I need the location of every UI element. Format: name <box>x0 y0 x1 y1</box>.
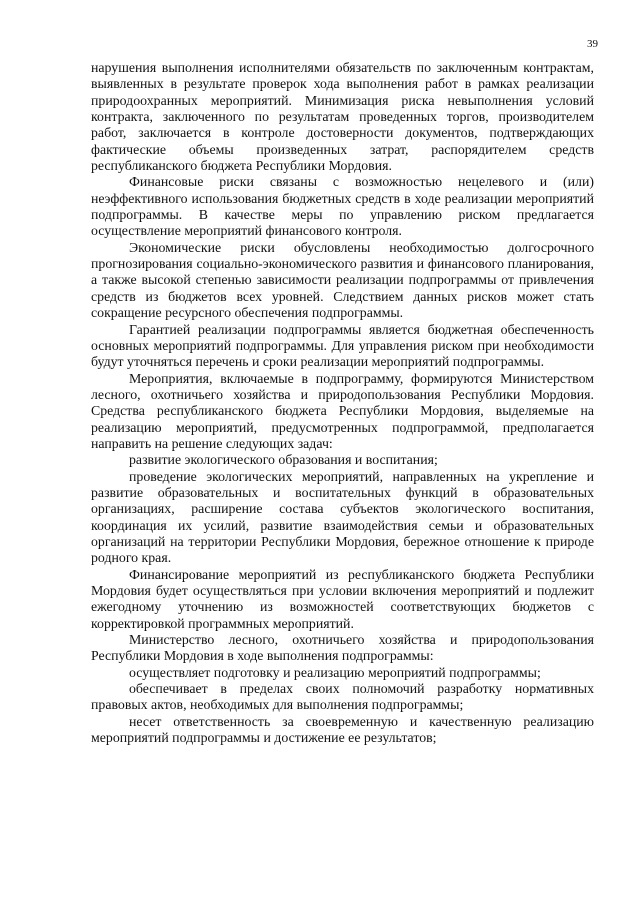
paragraph: Финансирование мероприятий из республиканского бюджета Республики Мордовия будет осуществляться при условии включения мероприятий и подлежит ежегодному уточнению из возможностей соответствующих бюджетов с корректировкой программных мероприятий. <box>91 566 594 631</box>
document-body <box>91 60 594 746</box>
paragraph: Мероприятия, включаемые в подпрограмму, формируются Министерством лесного, охотничьего хозяйства и природопользования Республики Мордовия. Средства республиканского бюджета Республики Мордовия, выделяемые на реализацию мероприятий, предусмотренных подпрограммой, предполагается направить на решение следующих задач: <box>91 370 594 451</box>
paragraph: Министерство лесного, охотничьего хозяйства и природопользования Республики Мордовия в ходе выполнения подпрограммы: <box>91 632 594 664</box>
paragraph: Экономические риски обусловлены необходимостью долгосрочного прогнозирования социально-экономического развития и финансового планирования, а также высокой степенью зависимости реализации подпрограммы от привлечения средств из бюджетов всех уровней. Следствием данных рисков может стать сокращение ресурсного обеспечения подпрограммы. <box>91 239 594 321</box>
paragraph: Финансовые риски связаны с возможностью нецелевого и (или) неэффективного использования бюджетных средств в ходе реализации мероприятий подпрограммы. В качестве меры по управлению риском предлагается осуществление мероприятий финансового контроля. <box>91 174 594 239</box>
list-item: развитие экологического образования и воспитания; <box>129 452 438 468</box>
list-item: несет ответственность за своевременную и качественную реализацию мероприятий подпрограммы и достижение ее результатов; <box>91 713 594 746</box>
page-number: 39 <box>587 38 598 50</box>
paragraph: Гарантией реализации подпрограммы является бюджетная обеспеченность основных мероприятий подпрограммы. Для управления риском при необходимости будут уточняться перечень и сроки реализации мероприятий подпрограммы. <box>91 321 594 370</box>
paragraph: нарушения выполнения исполнителями обязательств по заключенным контрактам, выявленных в результате проверок хода выполнения работ в рамках реализации природоохранных мероприятий. Минимизация риска невыполнения условий контракта, заключенного по результатам проведенных торгов, производителем работ, заключается в контроле достоверности документов, подтверждающих фактические объемы произведенных затрат, распорядителем средств республиканского бюджета Республики Мордовия. <box>91 60 594 174</box>
list-item: проведение экологических мероприятий, направленных на укрепление и развитие образовательных и воспитательных функций в образовательных организациях, расширение состава субъектов экологического воспитания, координация их усилий, развитие взаимодействия семьи и образовательных организаций на территории Республики Мордовия, бережное отношение к природе родного края. <box>91 468 594 566</box>
list-item: осуществляет подготовку и реализацию мероприятий подпрограммы; <box>129 664 541 680</box>
list-item: обеспечивает в пределах своих полномочий разработку нормативных правовых актов, необходимых для выполнения подпрограммы; <box>91 681 594 713</box>
